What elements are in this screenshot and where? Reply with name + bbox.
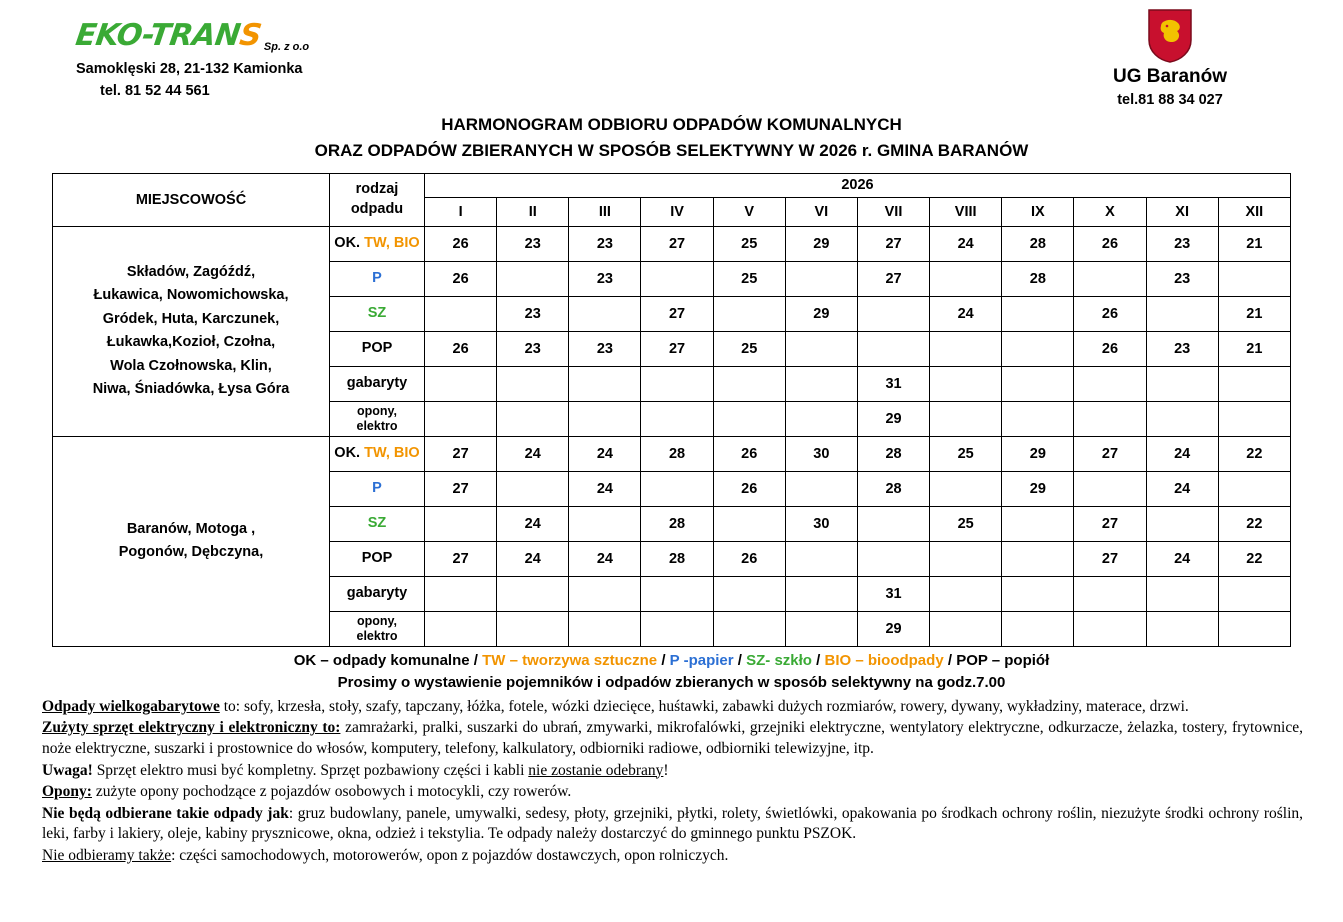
pickup-date-cell [713, 401, 785, 436]
pickup-date-cell [497, 366, 569, 401]
pickup-date-cell [497, 401, 569, 436]
pickup-date-cell: 21 [1218, 331, 1290, 366]
pickup-date-cell [1002, 366, 1074, 401]
pickup-date-cell: 21 [1218, 296, 1290, 331]
pickup-date-cell [569, 611, 641, 646]
waste-type-cell [330, 436, 425, 471]
locality-cell [53, 436, 330, 646]
waste-type-label: OK. [334, 444, 365, 461]
pickup-date-cell: 29 [1002, 471, 1074, 506]
pickup-date-cell [641, 401, 713, 436]
company-phone: tel. 81 52 44 561 [100, 82, 210, 99]
waste-type-label: TW, BIO [364, 444, 420, 461]
pickup-date-cell: 29 [857, 401, 929, 436]
pickup-date-cell [1146, 366, 1218, 401]
pickup-date-cell [857, 331, 929, 366]
pickup-date-cell [930, 576, 1002, 611]
pickup-date-cell: 21 [1218, 226, 1290, 261]
locality-line: Wola Czołnowska, Klin, [110, 357, 272, 374]
pickup-date-cell: 24 [569, 541, 641, 576]
pickup-date-cell [930, 261, 1002, 296]
pickup-date-cell: 25 [930, 436, 1002, 471]
pickup-date-cell: 25 [713, 331, 785, 366]
pickup-date-cell [425, 296, 497, 331]
locality-line: Niwa, Śniadówka, Łysa Góra [92, 381, 290, 398]
pickup-date-cell [1074, 576, 1146, 611]
pickup-date-cell: 27 [641, 296, 713, 331]
col-header-waste-type-line2: odpadu [350, 200, 404, 217]
pickup-date-cell: 23 [569, 226, 641, 261]
pickup-date-cell [569, 401, 641, 436]
waste-type-cell [330, 401, 425, 436]
pickup-date-cell: 27 [641, 226, 713, 261]
schedule-table-wrap [52, 173, 1291, 647]
pickup-date-cell [857, 506, 929, 541]
pickup-date-cell [785, 401, 857, 436]
pickup-date-cell [1002, 401, 1074, 436]
pickup-date-cell: 25 [713, 226, 785, 261]
pickup-date-cell: 26 [425, 331, 497, 366]
pickup-date-cell [569, 296, 641, 331]
pickup-date-cell [569, 506, 641, 541]
footnote-paragraph [42, 718, 1303, 759]
locality-cell [53, 226, 330, 436]
locality-line: Pogonów, Dębczyna, [118, 544, 264, 561]
pickup-date-cell [713, 506, 785, 541]
pickup-date-cell: 29 [785, 296, 857, 331]
legend [0, 652, 1343, 669]
pickup-date-cell [713, 366, 785, 401]
pickup-date-cell [930, 471, 1002, 506]
pickup-date-cell [713, 576, 785, 611]
pickup-date-cell [1074, 611, 1146, 646]
pickup-date-cell: 24 [930, 296, 1002, 331]
col-header-month: VIII [930, 197, 1002, 226]
footnote-text: Sprzęt elektro musi być kompletny. Sprzęt pozbawiony części i kabli [92, 761, 529, 779]
pickup-date-cell: 26 [425, 226, 497, 261]
table-row [53, 436, 1291, 471]
footnotes [42, 697, 1303, 867]
pickup-date-cell [425, 506, 497, 541]
pickup-date-cell: 22 [1218, 506, 1290, 541]
waste-type-cell [330, 366, 425, 401]
legend-separator: / [469, 651, 483, 669]
schedule-table-head [53, 173, 1291, 226]
col-header-month: I [425, 197, 497, 226]
pickup-date-cell [641, 366, 713, 401]
pickup-date-cell [1218, 576, 1290, 611]
pickup-date-cell [641, 261, 713, 296]
legend-item: BIO – bioodpady [824, 651, 944, 669]
pickup-date-cell [1074, 401, 1146, 436]
pickup-date-cell: 29 [785, 226, 857, 261]
legend-separator: / [811, 651, 825, 669]
pickup-date-cell: 24 [497, 436, 569, 471]
waste-type-cell [330, 261, 425, 296]
waste-type-cell [330, 296, 425, 331]
pickup-date-cell: 24 [1146, 471, 1218, 506]
pickup-date-cell [497, 576, 569, 611]
col-header-waste-type-line1: rodzaj [355, 181, 399, 198]
pickup-date-cell: 27 [425, 436, 497, 471]
waste-type-cell [330, 331, 425, 366]
pickup-date-cell: 23 [569, 331, 641, 366]
page-subtitle: ORAZ ODPADÓW ZBIERANYCH W SPOSÓB SELEKTYWNY W 2026 r. GMINA BARANÓW [314, 141, 1029, 161]
pickup-date-cell [930, 331, 1002, 366]
pickup-date-cell: 24 [497, 506, 569, 541]
waste-type-label: elektro [356, 418, 398, 433]
pickup-date-cell: 24 [930, 226, 1002, 261]
waste-type-label: opony, [356, 613, 398, 628]
pickup-date-cell: 27 [425, 471, 497, 506]
pickup-date-cell: 23 [569, 261, 641, 296]
footnote-text: : gruz budowlany, panele, umywalki, sedesy, płoty, grzejniki, płytki, rolety, świetlówki, opakowania po środkach ochrony roślin, niezużyte środki ochrony roślin, leki, farby i lakiery, oleje, kabiny prysznicowe, okna, odzież i tekstylia. Te odpady należy dostarczyć do gminnego punktu PSZOK. [42, 804, 1303, 843]
pickup-date-cell [1146, 506, 1218, 541]
col-header-year: 2026 [425, 173, 1291, 197]
pickup-date-cell [785, 611, 857, 646]
footnote-paragraph [42, 697, 1303, 718]
locality-line: Składów, Zagóźdź, [126, 263, 256, 280]
pickup-date-cell: 23 [1146, 261, 1218, 296]
pickup-date-cell [1218, 366, 1290, 401]
pickup-date-cell: 28 [641, 436, 713, 471]
pickup-date-cell: 24 [569, 471, 641, 506]
pickup-date-cell: 27 [857, 261, 929, 296]
pickup-date-cell: 27 [641, 331, 713, 366]
pickup-date-cell [641, 576, 713, 611]
pickup-date-cell: 27 [1074, 541, 1146, 576]
pickup-date-cell [930, 611, 1002, 646]
footnote-lead: Nie będą odbierane takie odpady jak [42, 804, 289, 822]
waste-type-label: P [372, 269, 382, 286]
pickup-date-cell [930, 401, 1002, 436]
col-header-month: V [713, 197, 785, 226]
col-header-month: X [1074, 197, 1146, 226]
pickup-date-cell [785, 471, 857, 506]
footnote-lead: Nie odbieramy także [42, 846, 172, 864]
footnote-text: zużyte opony pochodzące z pojazdów osobowych i motocykli, czy rowerów. [91, 783, 572, 801]
schedule-table [52, 173, 1291, 647]
waste-type-label: OK. [334, 234, 365, 251]
pickup-date-cell [1146, 611, 1218, 646]
pickup-date-cell: 24 [1146, 436, 1218, 471]
col-header-month: IX [1002, 197, 1074, 226]
table-row [53, 226, 1291, 261]
pickup-date-cell [497, 471, 569, 506]
pickup-date-cell [930, 366, 1002, 401]
municipality-phone: tel.81 88 34 027 [1117, 92, 1223, 108]
page-header [0, 0, 1343, 110]
pickup-date-cell [425, 401, 497, 436]
footnote-text: to: sofy, krzesła, stoły, szafy, tapczany, łóżka, fotele, wózki dziecięce, huśtawki, zabawki dużych rozmiarów, rowery, dywany, wykładziny, materace, drzwi. [219, 697, 1189, 715]
pickup-date-cell [857, 541, 929, 576]
pickup-date-cell [641, 471, 713, 506]
locality-line: Gródek, Huta, Karczunek, [102, 310, 280, 327]
pickup-date-cell [1002, 296, 1074, 331]
company-address-line1: Samoklęski 28, 21-132 Kamionka [76, 61, 303, 77]
pickup-date-cell [857, 296, 929, 331]
pickup-date-cell: 26 [713, 541, 785, 576]
pickup-date-cell [785, 261, 857, 296]
waste-type-label: elektro [356, 628, 398, 643]
pickup-date-cell: 26 [425, 261, 497, 296]
pickup-date-cell: 23 [1146, 331, 1218, 366]
footnote-paragraph [42, 804, 1303, 845]
pickup-date-cell [641, 611, 713, 646]
pickup-date-cell [785, 366, 857, 401]
pickup-date-cell: 26 [713, 471, 785, 506]
pickup-date-cell: 24 [497, 541, 569, 576]
pickup-date-cell [569, 576, 641, 611]
col-header-month: II [497, 197, 569, 226]
pickup-date-cell: 26 [713, 436, 785, 471]
document-titles [0, 112, 1343, 165]
pickup-date-cell: 31 [857, 576, 929, 611]
pickup-date-cell [1074, 366, 1146, 401]
pickup-date-cell [1002, 611, 1074, 646]
pickup-date-cell [497, 611, 569, 646]
pickup-date-cell: 27 [425, 541, 497, 576]
pickup-date-cell: 26 [1074, 226, 1146, 261]
waste-type-cell [330, 506, 425, 541]
pickup-date-cell [425, 366, 497, 401]
company-address [76, 59, 406, 103]
col-header-month: IV [641, 197, 713, 226]
pickup-date-cell [785, 331, 857, 366]
locality-line: Łukawica, Nowomichowska, [93, 287, 289, 304]
legend-item: POP – popiół [956, 651, 1050, 669]
legend-separator: / [943, 651, 957, 669]
footnote-paragraph [42, 761, 1303, 782]
legend-separator: / [733, 651, 747, 669]
waste-type-cell [330, 226, 425, 261]
pickup-date-cell [1146, 576, 1218, 611]
pickup-date-cell: 27 [857, 226, 929, 261]
legend-item: TW – tworzywa sztuczne [482, 651, 658, 669]
legend-separator: / [657, 651, 670, 669]
pickup-date-cell [425, 576, 497, 611]
pickup-date-cell: 25 [713, 261, 785, 296]
waste-type-label: gabaryty [346, 584, 408, 601]
pickup-date-cell [785, 541, 857, 576]
waste-type-label: POP [361, 339, 393, 356]
pickup-date-cell: 23 [497, 331, 569, 366]
pickup-date-cell [1146, 401, 1218, 436]
pickup-date-cell [1218, 401, 1290, 436]
legend-item: OK – odpady komunalne [293, 651, 470, 669]
pickup-date-cell [1074, 261, 1146, 296]
pickup-date-cell [713, 611, 785, 646]
pickup-date-cell [1218, 611, 1290, 646]
legend-item: P -papier [669, 651, 734, 669]
pickup-date-cell: 29 [857, 611, 929, 646]
pickup-date-cell: 27 [1074, 436, 1146, 471]
footnote-lead: Uwaga! [42, 761, 93, 779]
locality-line: Baranów, Motoga , [126, 520, 256, 537]
company-logo-text: EKO-TRANS [73, 18, 264, 53]
pickup-date-cell [1146, 296, 1218, 331]
pickup-date-cell [1218, 471, 1290, 506]
pickup-date-cell [930, 541, 1002, 576]
waste-type-label: P [372, 479, 382, 496]
table-header-row-1 [53, 173, 1291, 197]
waste-type-cell [330, 611, 425, 646]
company-logo-block [73, 18, 406, 103]
legend-item: SZ- szkło [746, 651, 812, 669]
footnote-tail: ! [663, 761, 669, 779]
footnote-lead: Opony: [42, 783, 92, 801]
locality-line: Łukawka,Kozioł, Czołna, [106, 334, 276, 351]
company-logo-suffix: Sp. z o.o [263, 41, 310, 53]
waste-type-label: SZ [367, 304, 387, 321]
pickup-date-cell [497, 261, 569, 296]
pickup-date-cell: 27 [1074, 506, 1146, 541]
waste-type-cell [330, 471, 425, 506]
schedule-table-body [53, 226, 1291, 646]
pickup-date-cell: 22 [1218, 541, 1290, 576]
waste-type-label: SZ [367, 514, 387, 531]
pickup-date-cell: 28 [1002, 226, 1074, 261]
pickup-date-cell [1002, 541, 1074, 576]
pickup-date-cell: 28 [857, 471, 929, 506]
pickup-date-cell: 23 [1146, 226, 1218, 261]
col-header-month: XII [1218, 197, 1290, 226]
municipality-block [1055, 8, 1285, 108]
pickup-date-cell: 26 [1074, 331, 1146, 366]
waste-type-label: TW, BIO [364, 234, 420, 251]
pickup-date-cell: 22 [1218, 436, 1290, 471]
municipality-name: UG Baranów [1112, 66, 1228, 87]
pickup-date-cell: 26 [1074, 296, 1146, 331]
note-hours: Prosimy o wystawienie pojemników i odpadów zbieranych w sposób selektywny na godz.7.00 [337, 673, 1006, 691]
pickup-date-cell: 25 [930, 506, 1002, 541]
col-header-month: VII [857, 197, 929, 226]
pickup-date-cell: 28 [641, 506, 713, 541]
col-header-month: III [569, 197, 641, 226]
pickup-date-cell [1002, 331, 1074, 366]
footnote-lead: Odpady wielkogabarytowe [42, 697, 220, 715]
pickup-date-cell [569, 366, 641, 401]
pickup-date-cell [785, 576, 857, 611]
pickup-date-cell: 24 [569, 436, 641, 471]
pickup-date-cell: 28 [641, 541, 713, 576]
pickup-date-cell: 28 [857, 436, 929, 471]
col-header-locality: MIEJSCOWOŚĆ [53, 173, 330, 226]
pickup-date-cell [1002, 576, 1074, 611]
footnote-paragraph [42, 846, 1303, 867]
pickup-date-cell: 30 [785, 436, 857, 471]
waste-type-cell [330, 541, 425, 576]
pickup-date-cell: 23 [497, 296, 569, 331]
pickup-date-cell [1002, 506, 1074, 541]
pickup-date-cell [1218, 261, 1290, 296]
footnote-emphasis: nie zostanie odebrany [528, 761, 664, 779]
waste-type-label: POP [361, 549, 393, 566]
pickup-date-cell: 29 [1002, 436, 1074, 471]
col-header-waste-type [330, 173, 425, 226]
coat-of-arms-icon [1147, 8, 1193, 64]
footnote-text: zamrażarki, pralki, suszarki do ubrań, zmywarki, mikrofalówki, grzejniki elektryczne, wentylatory elektryczne, odkurzacze, żelazka, tostery, frytownice, noże elektryczne, suszarki i prostownice do włosów, komputery, telefony, kalkulatory, odbiorniki radiowe, odbiorniki telewizyjne, itp. [42, 719, 1303, 757]
pickup-date-cell: 31 [857, 366, 929, 401]
waste-type-label: opony, [356, 403, 398, 418]
pickup-date-cell: 23 [497, 226, 569, 261]
pickup-date-cell [713, 296, 785, 331]
footnote-lead: Zużyty sprzęt elektryczny i elektroniczny to: [42, 719, 341, 737]
pickup-date-cell: 24 [1146, 541, 1218, 576]
footnote-paragraph [42, 782, 1303, 803]
waste-type-label: gabaryty [346, 374, 408, 391]
pickup-date-cell [425, 611, 497, 646]
pickup-date-cell: 28 [1002, 261, 1074, 296]
waste-type-cell [330, 576, 425, 611]
pickup-date-cell: 30 [785, 506, 857, 541]
pickup-date-cell [1074, 471, 1146, 506]
footnote-text: : części samochodowych, motorowerów, opon z pojazdów dostawczych, opon rolniczych. [171, 846, 729, 864]
page-title: HARMONOGRAM ODBIORU ODPADÓW KOMUNALNYCH [441, 115, 902, 134]
col-header-month: XI [1146, 197, 1218, 226]
col-header-month: VI [785, 197, 857, 226]
